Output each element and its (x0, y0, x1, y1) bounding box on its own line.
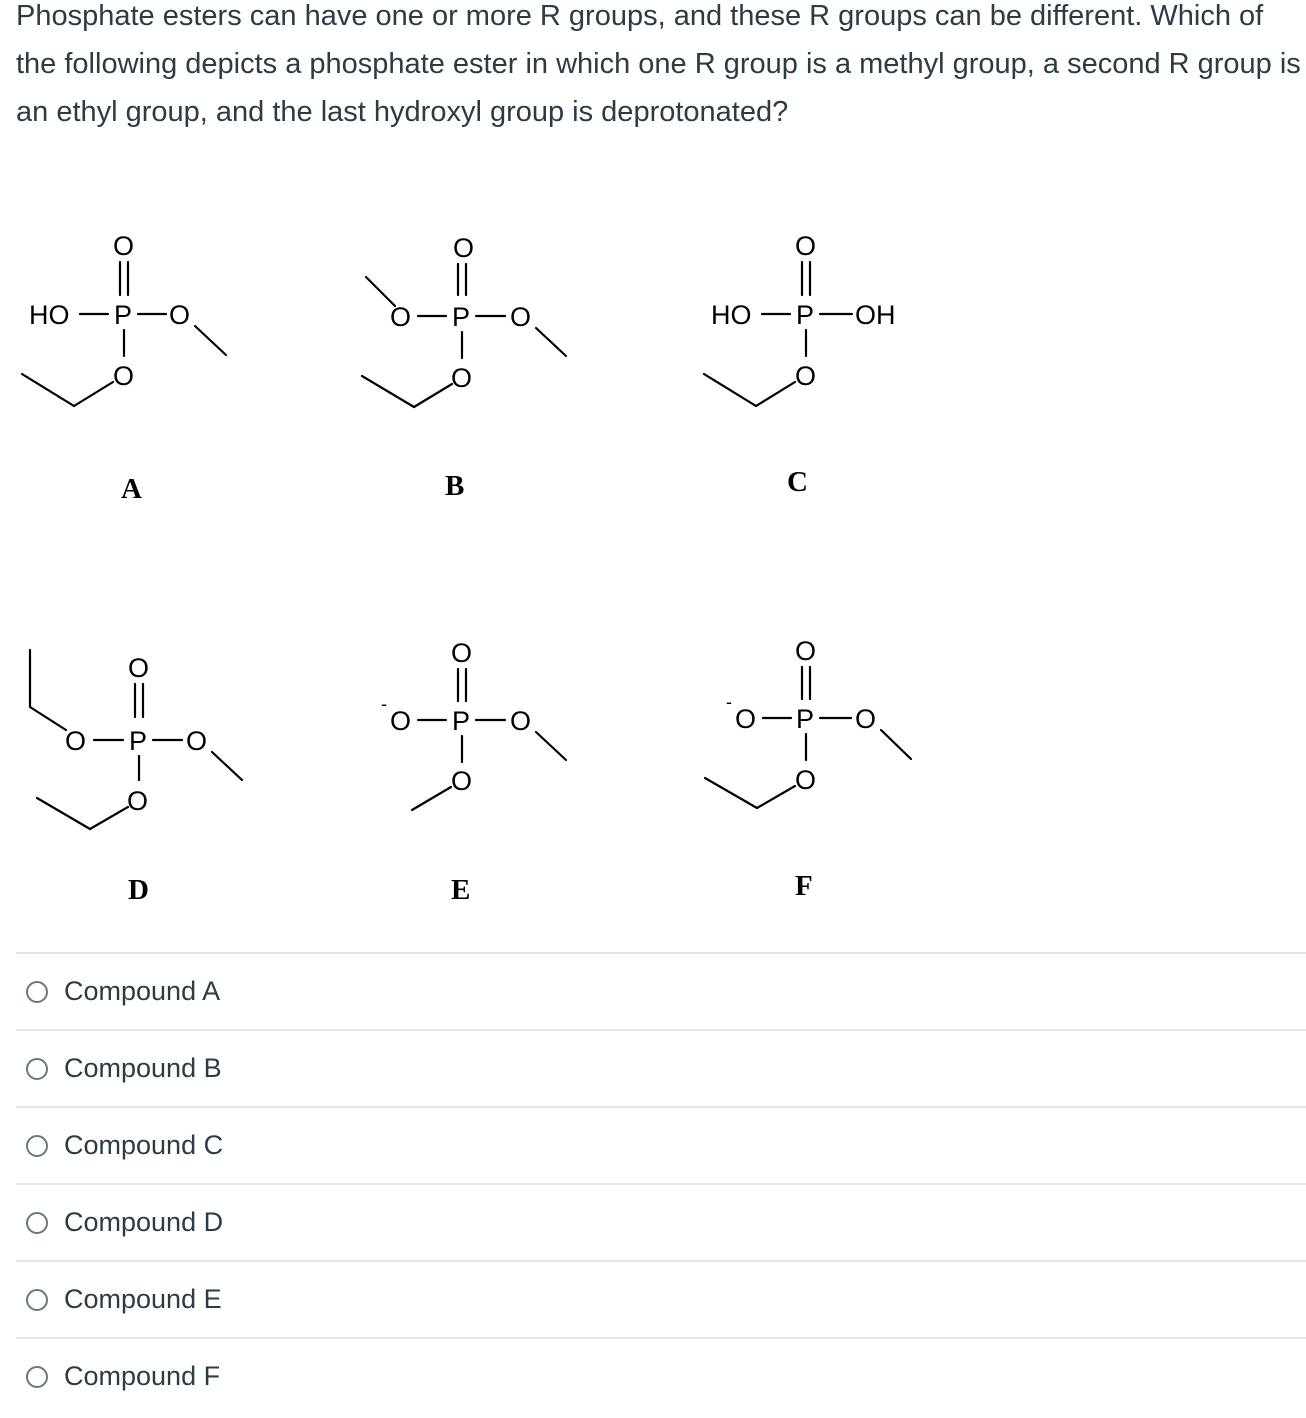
atom-o-top: O (795, 231, 817, 261)
atom-o-right: O (186, 726, 208, 756)
atom-o-minus: O (390, 706, 412, 736)
radio-button[interactable] (26, 1366, 48, 1388)
answer-label: Compound D (64, 1207, 224, 1237)
atom-o-right: O (510, 706, 532, 736)
atom-o-left: O (65, 726, 87, 756)
answer-label: Compound A (64, 976, 221, 1006)
atom-p: P (114, 300, 133, 330)
atom-o-bottom: O (127, 786, 149, 816)
structure-c (704, 231, 896, 498)
answer-label: Compound F (64, 1361, 221, 1391)
question-text: Phosphate esters can have one or more R groups, and these R groups can be different. Which of the following depicts a phosphate ester in which one R group is a methyl group, a second R group is an ethyl group, and the last hydroxyl group is deprotonated? (16, 0, 1301, 128)
answer-option-f[interactable] (16, 1337, 1306, 1414)
atom-o-bottom: O (451, 363, 473, 393)
atom-p: P (796, 300, 815, 330)
atom-o-bottom: O (451, 766, 473, 796)
answer-option-a[interactable] (16, 952, 1306, 1029)
structure-e (381, 638, 566, 906)
structure-label-c: C (787, 466, 808, 498)
structure-label-e: E (451, 874, 471, 906)
atom-o-top: O (128, 653, 150, 683)
atom-o-top: O (451, 638, 473, 668)
answer-label: Compound C (64, 1130, 224, 1160)
structure-label-a: A (121, 473, 142, 505)
atom-p: P (796, 704, 815, 734)
structure-label-b: B (445, 470, 465, 502)
atom-o-right: O (169, 300, 191, 330)
atom-p: P (129, 726, 148, 756)
atom-o-top: O (795, 636, 817, 666)
atom-o-bottom: O (113, 361, 135, 391)
atom-o-right: O (855, 704, 877, 734)
minus-charge: - (381, 694, 387, 714)
atom-oh: OH (855, 300, 896, 330)
atom-o-left: O (390, 302, 412, 332)
answer-option-e[interactable] (16, 1260, 1306, 1337)
radio-button[interactable] (26, 1135, 48, 1157)
structure-d (30, 650, 242, 906)
atom-o-top: O (113, 231, 135, 261)
minus-charge: - (726, 692, 732, 712)
radio-button[interactable] (26, 1212, 48, 1234)
atom-o-bottom: O (795, 361, 817, 391)
structure-f (705, 636, 911, 902)
answer-list (16, 952, 1306, 1414)
structure-b (362, 233, 566, 502)
atom-o-top: O (453, 233, 475, 263)
answer-option-c[interactable] (16, 1106, 1306, 1183)
structure-a (22, 231, 226, 505)
structure-label-f: F (795, 870, 813, 902)
atom-p: P (452, 706, 471, 736)
radio-button[interactable] (26, 1058, 48, 1080)
atom-o-bottom: O (795, 765, 817, 795)
answer-label: Compound B (64, 1053, 222, 1083)
atom-ho: HO (711, 300, 752, 330)
answer-option-d[interactable] (16, 1183, 1306, 1260)
radio-button[interactable] (26, 981, 48, 1003)
answer-option-b[interactable] (16, 1029, 1306, 1106)
answer-label: Compound E (64, 1284, 222, 1314)
atom-o-minus: O (735, 704, 757, 734)
structure-label-d: D (128, 874, 149, 906)
atom-ho: HO (29, 300, 70, 330)
atom-p: P (452, 302, 471, 332)
radio-button[interactable] (26, 1289, 48, 1311)
atom-o-right: O (510, 302, 532, 332)
